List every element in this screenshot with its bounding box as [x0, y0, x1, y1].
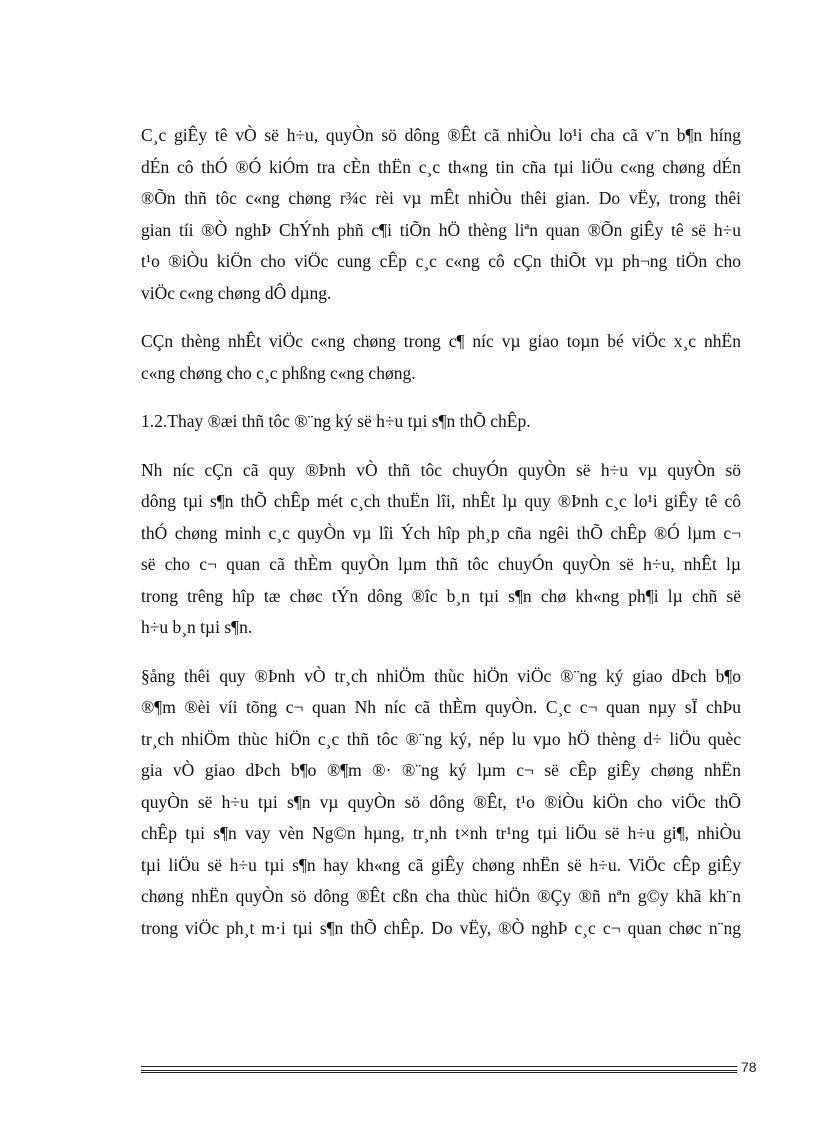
- text-line: së cho c¬ quan cã thÈm quyÒn lµm thñ tôc chuyÓn quyÒn së h÷u, nhÊt lµ: [141, 554, 741, 574]
- text-line: trong viÖc ph¸t m·i tµi s¶n thÕ chÊp. Do vËy, ®Ò nghÞ c¸c c¬ quan chøc n¨ng: [141, 917, 741, 938]
- paragraph-1: [141, 120, 741, 309]
- paragraph-4: [141, 661, 741, 945]
- text-line: h÷u b¸n tµi s¶n.: [141, 617, 253, 637]
- text-line: C¸c giÊy tê vÒ së h÷u, quyÒn sö dông ®Êt cã nhiÒu lo¹i cha cã v¨n b¶n híng: [141, 125, 741, 145]
- text-line: c«ng chøng cho c¸c phßng c«ng chøng.: [141, 362, 416, 383]
- text-line: t¹o ®iÒu kiÖn cho viÖc cung cÊp c¸c c«ng cô cÇn thiÕt vµ ph¬ng tiÖn cho: [141, 251, 741, 271]
- paragraph-3: [141, 455, 741, 644]
- text-line: ®Õn thñ tôc c«ng chøng r¾c rèi vµ mÊt nhiÒu thêi gian. Do vËy, trong thêi: [141, 188, 741, 208]
- section-heading: [141, 406, 741, 438]
- text-line: gia vÒ giao dÞch b¶o ®¶m ®· ®¨ng ký lµm c¬ së cÊp giÊy chøng nhËn: [141, 760, 741, 780]
- text-line: chÊp tµi s¶n vay vèn Ng©n hµng, tr¸nh t×nh tr¹ng tµi liÖu së h÷u gi¶, nhiÒu: [141, 823, 741, 843]
- text-line: quyÒn së h÷u tµi s¶n vµ quyÒn sö dông ®Êt, t¹o ®iÒu kiÖn cho viÖc thÕ: [141, 791, 741, 812]
- text-line: viÖc c«ng chøng dÔ dµng.: [141, 282, 332, 303]
- footer-divider: [141, 1066, 737, 1071]
- text-line: §ång thêi quy ®Þnh vÒ tr¸ch nhiÖm thùc hiÖn viÖc ®¨ng ký giao dÞch b¶o: [141, 665, 741, 686]
- page-body: [141, 120, 741, 961]
- text-line: CÇn thèng nhÊt viÖc c«ng chøng trong c¶ níc vµ giao toµn bé viÖc x¸c nhËn: [141, 331, 741, 351]
- text-line: thÓ chøng minh c¸c quyÒn vµ lîi Ých hîp ph¸p cña ngêi thÕ chÊp ®Ó lµm c¬: [141, 522, 741, 543]
- paragraph-2: [141, 326, 741, 389]
- text-line: ®¶m ®èi víi tõng c¬ quan Nh níc cã thÈm quyÒn. C¸c c¬ quan nµy sÏ chÞu: [141, 697, 741, 717]
- text-line: trong trêng hîp tæ chøc tÝn dông ®îc b¸n tµi s¶n chø kh«ng ph¶i lµ chñ së: [141, 585, 741, 606]
- page-footer: [141, 1058, 761, 1078]
- text-line: gian tíi ®Ò nghÞ ChÝnh phñ c¶i tiÕn hÖ thèng liªn quan ®Õn giÊy tê së h÷u: [141, 219, 741, 240]
- heading-text: 1.2.Thay ®æi thñ tôc ®¨ng ký së h÷u tµi s¶n thÕ chÊp.: [141, 411, 531, 431]
- text-line: tr¸ch nhiÖm thùc hiÖn c¸c thñ tôc ®¨ng ký, nép lu vµo hÖ thèng d÷ liÖu quèc: [141, 728, 741, 749]
- footer-divider-secondary: [141, 1072, 737, 1073]
- text-line: tµi liÖu së h÷u tµi s¶n hay kh«ng cã giÊy chøng nhËn së h÷u. ViÖc cÊp giÊy: [141, 854, 741, 875]
- page-number: 78: [741, 1059, 757, 1075]
- text-line: Nh níc cÇn cã quy ®Þnh vÒ thñ tôc chuyÓn quyÒn së h÷u vµ quyÒn sö: [141, 459, 741, 480]
- text-line: dÉn cô thÓ ®Ó kiÓm tra cÈn thËn c¸c th«ng tin cña tµi liÖu c«ng chøng dÉn: [141, 156, 741, 177]
- text-line: chøng nhËn quyÒn sö dông ®Êt cßn cha thùc hiÖn ®Çy ®ñ nªn g©y khã kh¨n: [141, 886, 741, 906]
- text-line: dông tµi s¶n thÕ chÊp mét c¸ch thuËn lîi, nhÊt lµ quy ®Þnh c¸c lo¹i giÊy tê cô: [141, 491, 741, 511]
